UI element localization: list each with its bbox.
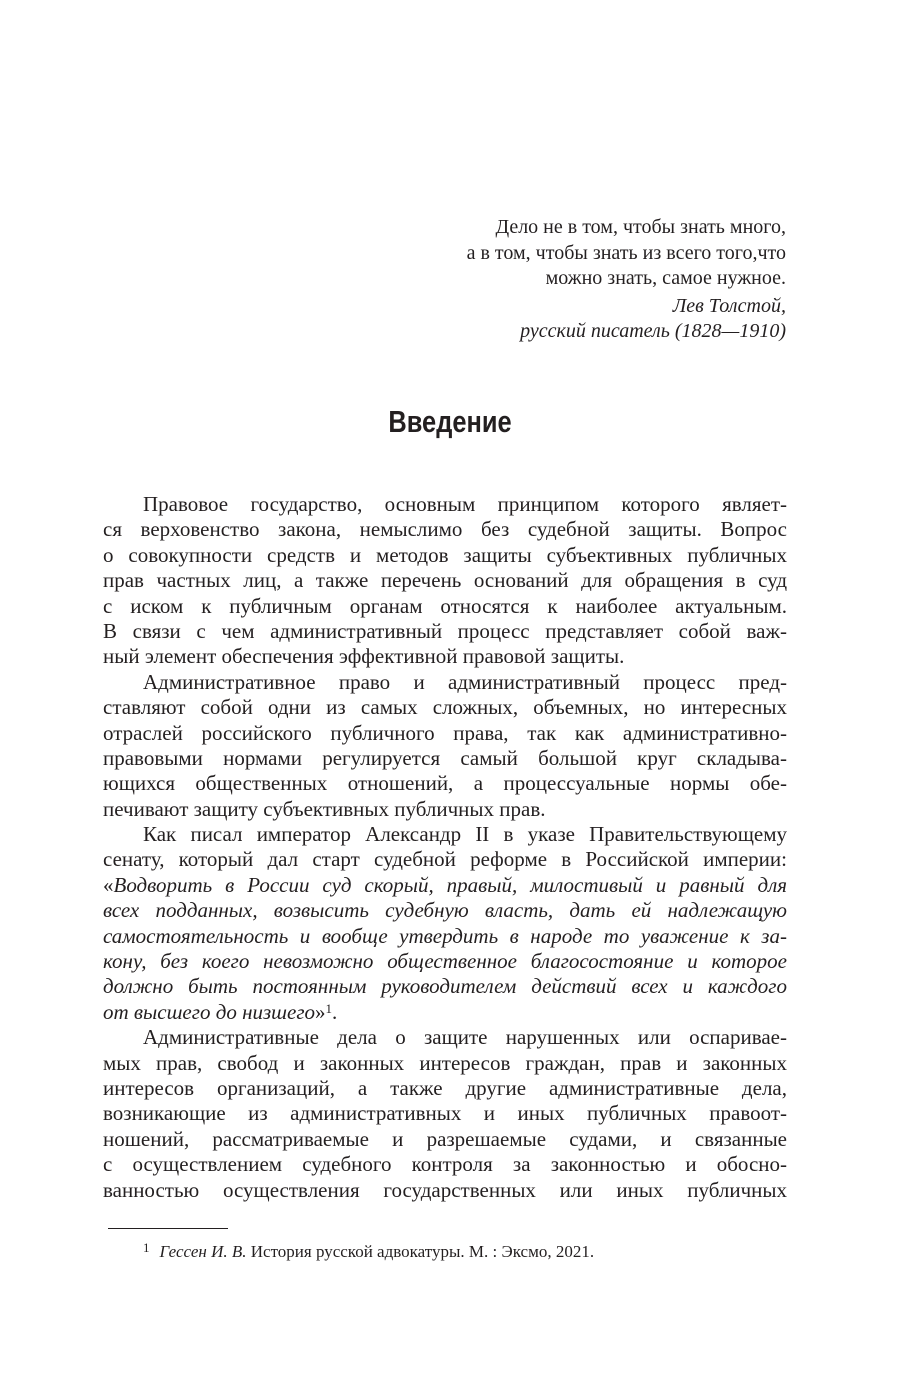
text-segment: ванностью осуществления государственных или иных публичных bbox=[103, 1177, 787, 1202]
text-segment: ющихся общественных отношений, а процессуальные нормы обе- bbox=[103, 771, 787, 796]
text-line bbox=[103, 1025, 787, 1050]
paragraph bbox=[103, 1025, 787, 1203]
text-line bbox=[103, 1076, 787, 1101]
text-line bbox=[103, 517, 787, 542]
text-segment: Водворить в России суд скорый, правый, милостивый и равный для bbox=[113, 872, 787, 897]
text-line bbox=[103, 594, 787, 619]
text-line bbox=[103, 847, 787, 872]
text-line bbox=[103, 1152, 787, 1177]
text-line bbox=[103, 1101, 787, 1126]
text-segment: ставляют собой одни из самых сложных, объемных, но интересных bbox=[103, 695, 787, 720]
text-segment: Правовое государство, основным принципом которого являет- bbox=[143, 492, 787, 516]
text-line bbox=[103, 771, 787, 796]
text-segment: о совокупности средств и методов защиты субъективных публичных bbox=[103, 542, 787, 567]
footnote-reference[interactable]: 1 bbox=[325, 1000, 333, 1016]
text-segment: Как писал император Александр II в указе Правительствующему bbox=[143, 822, 787, 847]
text-line bbox=[103, 670, 787, 695]
text-line bbox=[103, 1127, 787, 1152]
text-segment: с иском к публичным органам относятся к наиболее актуальным. bbox=[103, 593, 787, 618]
text-line bbox=[103, 1051, 787, 1076]
body-text bbox=[103, 492, 787, 1203]
footnote-number: 1 bbox=[143, 1240, 150, 1255]
text-segment: прав частных лиц, а также перечень оснований для обращения в суд bbox=[103, 568, 787, 593]
epigraph bbox=[467, 215, 786, 345]
text-segment: » bbox=[315, 999, 326, 1024]
chapter-title: Введение bbox=[388, 404, 512, 439]
epigraph-line: а в том, чтобы знать из всего того,что bbox=[466, 241, 786, 264]
footnote-text: История русской адвокатуры. М. : Эксмо, 2021. bbox=[246, 1242, 595, 1261]
text-line bbox=[103, 492, 787, 517]
text-segment: печивают защиту субъективных публичных прав. bbox=[103, 796, 546, 821]
text-line bbox=[103, 924, 787, 949]
epigraph-line: Дело не в том, чтобы знать много, bbox=[495, 216, 786, 238]
text-line bbox=[103, 873, 787, 898]
text-segment: ный элемент обеспечения эффективной правовой защиты. bbox=[103, 644, 625, 669]
text-segment: . bbox=[332, 999, 338, 1024]
text-segment: « bbox=[103, 872, 114, 897]
text-segment: ся верховенство закона, немыслимо без судебной защиты. Вопрос bbox=[103, 517, 787, 542]
text-segment: кону, без коего невозможно общественное благосостояние и которое bbox=[103, 949, 787, 974]
text-segment: всех подданных, возвысить судебную власть, дать ей надлежащую bbox=[103, 898, 787, 923]
text-line bbox=[103, 568, 787, 593]
paragraph bbox=[103, 492, 787, 670]
epigraph-line: можно знать, самое нужное. bbox=[545, 267, 786, 289]
text-line bbox=[103, 1178, 787, 1203]
epigraph-author: Лев Толстой, bbox=[672, 294, 786, 317]
text-segment: В связи с чем административный процесс представляет собой важ- bbox=[103, 618, 787, 643]
text-line bbox=[103, 619, 787, 644]
text-segment: должно быть постоянным руководителем действий всех и каждого bbox=[103, 974, 787, 999]
text-segment: от высшего до низшего bbox=[103, 999, 316, 1024]
text-segment: отраслей российского публичного права, так как административно- bbox=[103, 720, 787, 745]
text-segment: самостоятельность и вообще утвердить в народе то уважение к за- bbox=[103, 923, 787, 948]
text-line bbox=[103, 543, 787, 568]
footnote bbox=[143, 1240, 594, 1262]
text-line bbox=[103, 695, 787, 720]
text-segment: ношений, рассматриваемые и разрешаемые судами, и связанные bbox=[103, 1126, 787, 1151]
text-segment: интересов организаций, а также другие административные дела, bbox=[103, 1075, 787, 1100]
text-line bbox=[103, 822, 787, 847]
footnote-author: Гессен И. В. bbox=[159, 1242, 247, 1261]
text-line bbox=[103, 721, 787, 746]
text-segment: Административное право и административный процесс пред- bbox=[143, 669, 787, 694]
paragraph bbox=[103, 822, 787, 1025]
text-line bbox=[103, 1000, 787, 1025]
text-line bbox=[103, 746, 787, 771]
text-line bbox=[103, 974, 787, 999]
text-line bbox=[103, 797, 787, 822]
footnote-divider bbox=[108, 1228, 228, 1229]
text-segment: возникающие из административных и иных публичных правоот- bbox=[103, 1101, 787, 1126]
text-segment: правовыми нормами регулируется самый большой круг складыва- bbox=[103, 745, 787, 770]
text-segment: мых прав, свобод и законных интересов граждан, прав и законных bbox=[103, 1050, 787, 1075]
text-segment: с осуществлением судебного контроля за законностью и обосно- bbox=[103, 1152, 787, 1177]
text-segment: Административные дела о защите нарушенных или оспаривае- bbox=[143, 1025, 787, 1050]
text-line bbox=[103, 644, 787, 669]
text-line bbox=[103, 949, 787, 974]
paragraph bbox=[103, 670, 787, 822]
text-line bbox=[103, 898, 787, 923]
text-segment: сенату, который дал старт судебной реформе в Российской империи: bbox=[103, 847, 787, 872]
epigraph-author-description: русский писатель (1828—1910) bbox=[520, 320, 786, 342]
